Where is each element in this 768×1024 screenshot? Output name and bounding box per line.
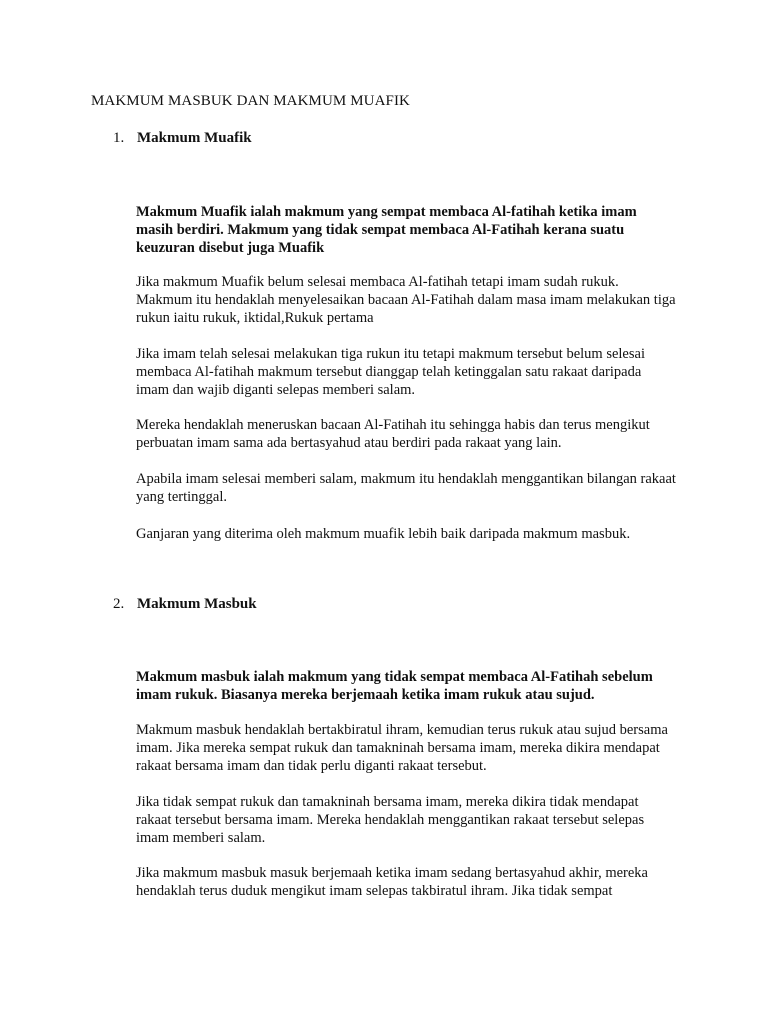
section-heading-masbuk <box>113 596 257 613</box>
document-title: MAKMUM MASBUK DAN MAKMUM MUAFIK <box>91 93 410 109</box>
body-paragraph: Jika imam telah selesai melakukan tiga rukun itu tetapi makmum tersebut belum selesai membaca Al-fatihah makmum tersebut dianggap telah ketinggalan satu rakaat daripada imam dan wajib diganti selepas memberi salam. <box>136 346 645 398</box>
body-paragraph: Jika makmum masbuk masuk berjemaah ketika imam sedang bertasyahud akhir, mereka hendaklah terus duduk mengikut imam selepas takbiratul ihram. Jika tidak sempat <box>136 865 648 899</box>
body-paragraph: Apabila imam selesai memberi salam, makmum itu hendaklah menggantikan bilangan rakaat yang tertinggal. <box>136 471 676 505</box>
section-title: Makmum Muafik <box>137 130 252 146</box>
body-paragraph: Mereka hendaklah meneruskan bacaan Al-Fatihah itu sehingga habis dan terus mengikut perbuatan imam sama ada bertasyahud atau berdiri pada rakaat yang lain. <box>136 417 650 451</box>
section-title: Makmum Masbuk <box>137 596 257 612</box>
body-paragraph: Ganjaran yang diterima oleh makmum muafik lebih baik daripada makmum masbuk. <box>136 526 631 542</box>
section-number: 2. <box>113 596 125 612</box>
section-number: 1. <box>113 130 125 146</box>
definition-paragraph: Makmum masbuk ialah makmum yang tidak sempat membaca Al-Fatihah sebelum imam rukuk. Biasanya mereka berjemaah ketika imam rukuk atau sujud. <box>136 669 653 703</box>
section-heading-muafik <box>113 130 252 147</box>
body-paragraph: Jika makmum Muafik belum selesai membaca Al-fatihah tetapi imam sudah rukuk. Makmum itu hendaklah menyelesaikan bacaan Al-Fatihah dalam masa imam melakukan tiga rukun iaitu rukuk, iktidal,Rukuk pertama <box>136 274 676 326</box>
body-paragraph: Jika tidak sempat rukuk dan tamakninah bersama imam, mereka dikira tidak mendapat rakaat tersebut bersama imam. Mereka hendaklah menggantikan rakaat tersebut selepas imam memberi salam. <box>136 794 645 846</box>
definition-paragraph: Makmum Muafik ialah makmum yang sempat membaca Al-fatihah ketika imam masih berdiri. Makmum yang tidak sempat membaca Al-Fatihah kerana suatu keuzuran disebut juga Muafik <box>136 204 637 256</box>
body-paragraph: Makmum masbuk hendaklah bertakbiratul ihram, kemudian terus rukuk atau sujud bersama imam. Jika mereka sempat rukuk dan tamakninah bersama imam, mereka dikira mendapat rakaat bersama imam dan tidak perlu diganti rakaat tersebut. <box>136 722 668 774</box>
